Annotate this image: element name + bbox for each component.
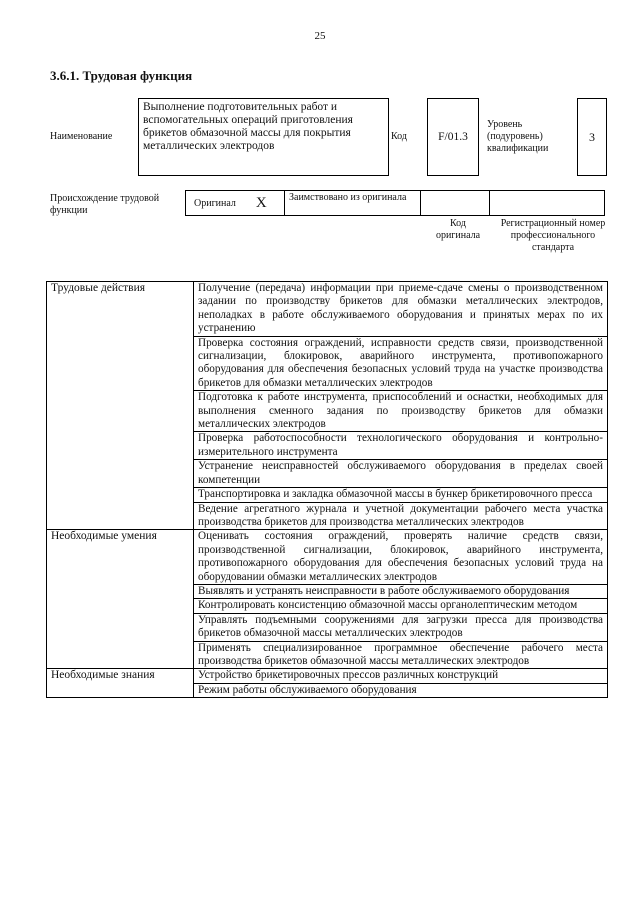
table-cell: Управлять подъемными сооружениями для загрузки пресса для производства брикетов обмазочной массы металлических электродов: [194, 613, 608, 641]
table-cell: Получение (передача) информации при приеме-сдаче смены о производственном задании по производству брикетов для обмазки металлических электродов, неполадках в работе обслуживаемого оборудования и принятых мерах по их устранению: [194, 282, 608, 337]
borrowed-cell: Заимствовано из оригинала: [284, 190, 421, 216]
category-labor-actions: Трудовые действия: [47, 282, 194, 530]
table-row: [47, 669, 608, 683]
function-details-table: [46, 281, 608, 698]
original-label: Оригинал: [194, 197, 236, 209]
table-cell: Оценивать состояния ограждений, проверять наличие средств связи, производственной сигнализации, блокировок, аварийного инструмента, противопожарного оборудования для обеспечения безопасных условий труда на оборудовании обмазки металлических электродов: [194, 530, 608, 585]
table-cell: Ведение агрегатного журнала и учетной документации рабочего места участка производства брикетов для производства металлических электродов: [194, 502, 608, 530]
origin-row: [186, 190, 608, 216]
name-label: Наименование: [50, 131, 113, 142]
table-cell: Проверка состояния ограждений, исправности средств связи, производственной сигнализации, блокировок, аварийного инструмента, противопожарного оборудования для обеспечения безопасных условий труда на участке производства брикетов для обмазки металлических электродов: [194, 336, 608, 391]
table-row: [47, 530, 608, 585]
origin-code-cell: [420, 190, 490, 216]
original-cell: [185, 190, 285, 216]
function-code-box: F/01.3: [427, 98, 479, 176]
table-cell: Устранение неисправностей обслуживаемого оборудования в пределах своей компетенции: [194, 460, 608, 488]
reg-number-caption: Регистрационный номер профессионального стандарта: [500, 218, 606, 253]
origin-code-caption: Код оригинала: [435, 218, 481, 241]
table-cell: Подготовка к работе инструмента, приспособлений и оснастки, необходимых для выполнения сменного задания по производству брикетов для обмазки металлических электродов: [194, 391, 608, 432]
function-name-box: Выполнение подготовительных работ и вспомогательных операций приготовления брикетов обмазочной массы для покрытия металлических электродов: [138, 98, 389, 176]
original-mark: X: [255, 194, 267, 211]
table-cell: Контролировать консистенцию обмазочной массы органолептическим методом: [194, 599, 608, 613]
section-heading: 3.6.1. Трудовая функция: [50, 68, 193, 83]
code-label: Код: [391, 131, 407, 142]
table-cell: Транспортировка и закладка обмазочной массы в бункер брикетировочного пресса: [194, 488, 608, 502]
table-cell: Устройство брикетировочных прессов различных конструкций: [194, 669, 608, 683]
table-cell: Выявлять и устранять неисправности в работе обслуживаемого оборудования: [194, 584, 608, 598]
table-cell: Применять специализированное программное обеспечение рабочего места производства брикетов обмазочной массы металлических электродов: [194, 641, 608, 669]
table-cell: Режим работы обслуживаемого оборудования: [194, 683, 608, 697]
origin-label: Происхождение трудовой функции: [50, 193, 160, 216]
reg-number-cell: [489, 190, 605, 216]
table-cell: Проверка работоспособности технологического оборудования и контрольно-измерительного инструмента: [194, 432, 608, 460]
category-required-skills: Необходимые умения: [47, 530, 194, 669]
category-required-knowledge: Необходимые знания: [47, 669, 194, 698]
table-row: [47, 282, 608, 337]
qualification-level-label: Уровень (подуровень) квалификации: [487, 119, 549, 154]
qualification-level-box: 3: [577, 98, 607, 176]
page-number: 25: [314, 30, 326, 42]
